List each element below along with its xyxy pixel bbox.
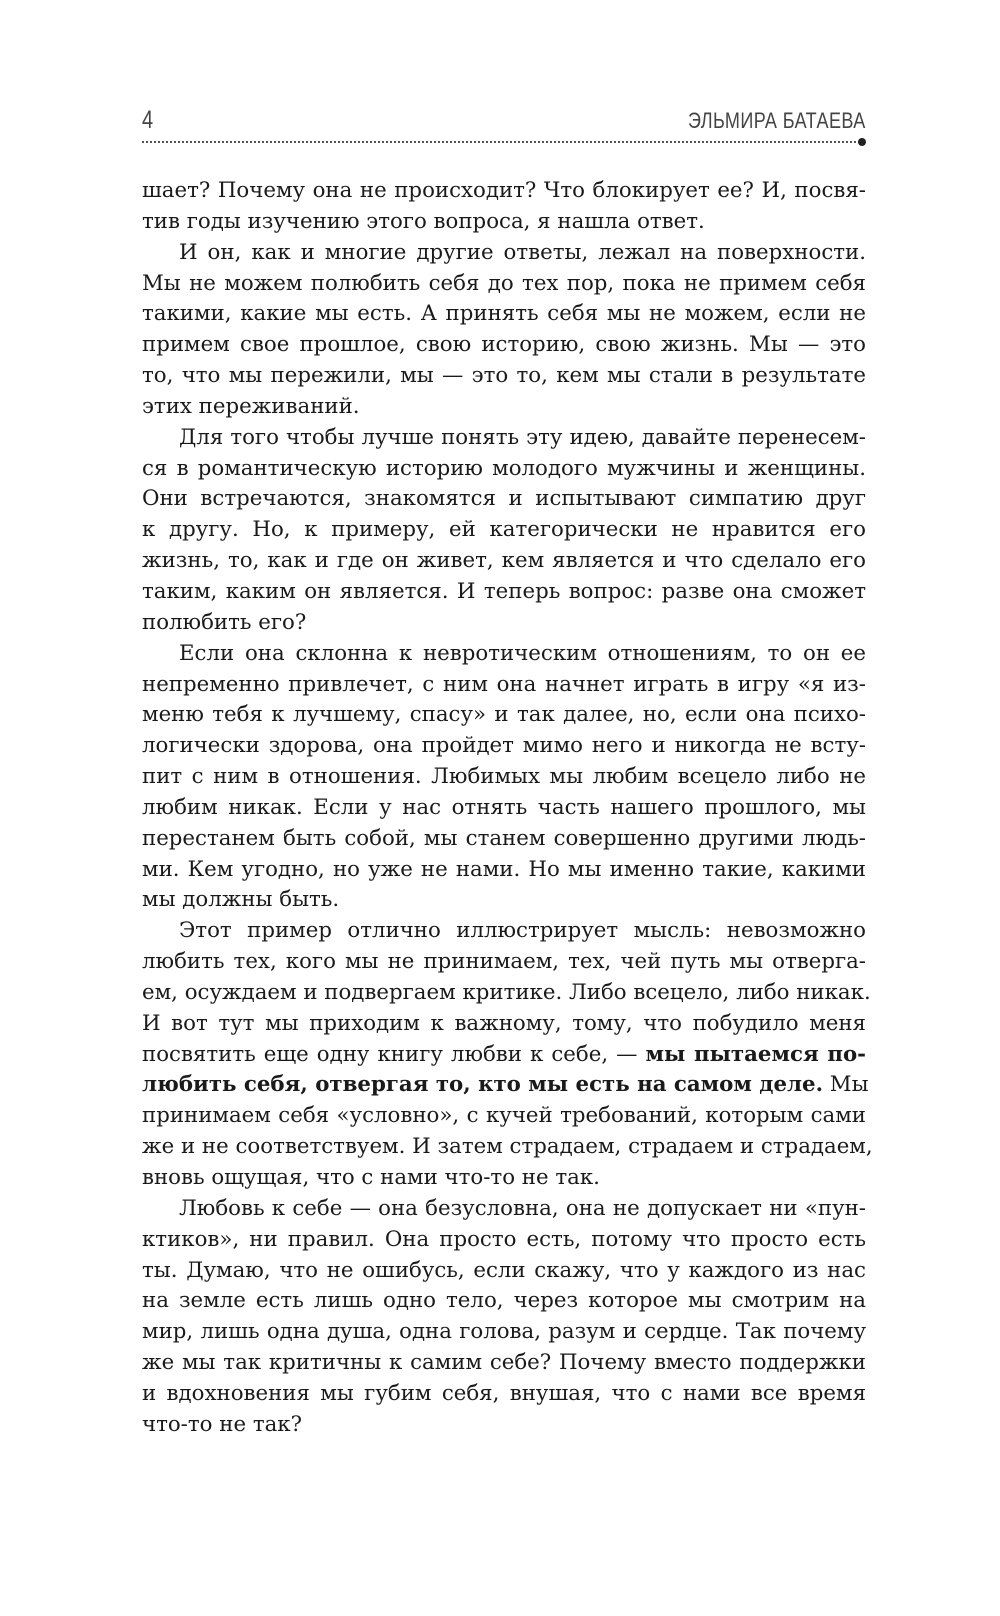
text-line bbox=[142, 824, 866, 855]
text-line bbox=[142, 608, 866, 639]
text-segment: жизнь, то, как и где он живет, кем является и что сделало его bbox=[142, 548, 866, 574]
text-segment: перестанем быть собой, мы станем совершенно другими людь- bbox=[142, 825, 866, 851]
text-line bbox=[142, 269, 866, 300]
text-line bbox=[142, 700, 866, 731]
divider-end-dot bbox=[858, 138, 866, 146]
body-text bbox=[142, 176, 873, 1441]
bold-text: любить себя, отвергая то, кто мы есть на самом деле. bbox=[142, 1072, 824, 1098]
text-line bbox=[142, 546, 866, 577]
text-segment: к другу. Но, к примеру, ей категорически не нравится его bbox=[142, 517, 866, 543]
text-segment: такими, какие мы есть. А принять себя мы не можем, если не bbox=[142, 301, 866, 327]
running-header bbox=[142, 106, 866, 136]
text-line bbox=[142, 423, 866, 454]
text-segment: вновь ощущая, что с нами что-то не так. bbox=[142, 1165, 600, 1190]
text-line bbox=[142, 885, 866, 916]
text-segment: примем свое прошлое, свою историю, свою жизнь. Мы — это bbox=[142, 332, 866, 358]
text-segment: посвятить еще одну книгу любви к себе, — bbox=[142, 1041, 646, 1067]
text-line bbox=[142, 1163, 866, 1194]
text-segment: И вот тут мы приходим к важному, тому, что побудило меня bbox=[142, 1010, 866, 1036]
text-segment: меню тебя к лучшему, спасу» и так далее, но, если она психо- bbox=[142, 702, 866, 728]
text-line bbox=[142, 1132, 873, 1163]
text-segment: пит с ним в отношения. Любимых мы любим всецело либо не bbox=[142, 764, 866, 790]
text-line bbox=[142, 1225, 866, 1256]
text-segment: же мы так критичны к самим себе? Почему вместо поддержки bbox=[142, 1350, 866, 1376]
text-segment: тив годы изучению этого вопроса, я нашла ответ. bbox=[142, 208, 705, 234]
text-segment: шает? Почему она не происходит? Что блокирует ее? И, посвя- bbox=[142, 178, 866, 203]
bold-text: мы пытаемся по- bbox=[645, 1041, 866, 1067]
text-segment: что-то не так? bbox=[142, 1411, 303, 1437]
text-line bbox=[142, 1317, 866, 1348]
text-segment: Любовь к себе — она безусловна, она не допускает ни «пун- bbox=[179, 1195, 866, 1221]
text-line bbox=[142, 207, 866, 238]
text-segment: на земле есть лишь одно тело, через которое мы смотрим на bbox=[142, 1288, 866, 1314]
text-segment: таким, каким он является. И теперь вопрос: разве она сможет bbox=[142, 578, 866, 604]
text-line bbox=[142, 731, 866, 762]
text-line bbox=[142, 454, 866, 485]
text-line bbox=[142, 670, 866, 701]
text-segment: Для того чтобы лучше понять эту идею, давайте перенесем- bbox=[179, 424, 866, 450]
dotted-divider bbox=[142, 141, 860, 143]
text-segment: принимаем себя «условно», с кучей требований, которым сами bbox=[142, 1103, 866, 1129]
text-line bbox=[142, 176, 866, 207]
text-segment: ся в романтическую историю молодого мужчины и женщины. bbox=[142, 455, 866, 481]
text-line bbox=[142, 484, 866, 515]
text-segment: Мы не можем полюбить себя до тех пор, пока не примем себя bbox=[142, 270, 866, 296]
text-segment: и вдохновения мы губим себя, внушая, что с нами все время bbox=[142, 1380, 866, 1406]
text-line bbox=[142, 855, 866, 886]
text-segment: И он, как и многие другие ответы, лежал на поверхности. bbox=[179, 239, 866, 265]
text-line bbox=[142, 1101, 866, 1132]
text-segment: то, что мы пережили, мы — это то, кем мы стали в результате bbox=[142, 363, 866, 389]
text-line bbox=[142, 577, 866, 608]
text-line bbox=[142, 1009, 866, 1040]
text-segment: ми. Кем угодно, но уже не нами. Но мы именно такие, какими bbox=[142, 856, 866, 882]
text-line bbox=[142, 1410, 866, 1441]
text-segment: же и не соответствуем. И затем страдаем, страдаем и страдаем, bbox=[142, 1134, 873, 1160]
text-line bbox=[142, 330, 866, 361]
text-segment: этих переживаний. bbox=[142, 393, 360, 419]
text-line bbox=[142, 392, 866, 423]
text-line bbox=[142, 978, 871, 1009]
text-segment: мы должны быть. bbox=[142, 887, 340, 913]
running-head-author: ЭЛЬМИРА БАТАЕВА bbox=[688, 108, 866, 133]
text-segment: Если она склонна к невротическим отношениям, то он ее bbox=[179, 640, 866, 666]
text-line bbox=[142, 299, 866, 330]
text-segment: полюбить его? bbox=[142, 609, 307, 635]
text-segment: логически здорова, она пройдет мимо него и никогда не всту- bbox=[142, 733, 866, 759]
text-line bbox=[142, 1040, 866, 1071]
text-segment: мир, лишь одна душа, одна голова, разум и сердце. Так почему bbox=[142, 1319, 866, 1345]
text-line bbox=[142, 762, 866, 793]
text-segment: ем, осуждаем и подвергаем критике. Либо всецело, либо никак. bbox=[142, 979, 871, 1005]
text-segment: Они встречаются, знакомятся и испытывают симпатию друг bbox=[142, 486, 866, 512]
text-segment: любить тех, кого мы не принимаем, тех, чей путь мы отверга- bbox=[142, 949, 866, 975]
text-line bbox=[142, 639, 866, 670]
text-line bbox=[142, 1286, 866, 1317]
text-line bbox=[142, 1379, 866, 1410]
text-line bbox=[142, 916, 866, 947]
text-line bbox=[142, 515, 866, 546]
text-segment: Мы bbox=[823, 1072, 869, 1098]
text-line bbox=[142, 793, 866, 824]
text-line bbox=[142, 1194, 866, 1225]
text-segment: Этот пример отлично иллюстрирует мысль: невозможно bbox=[179, 918, 866, 944]
text-line bbox=[142, 238, 866, 269]
text-line bbox=[142, 1256, 866, 1287]
text-line bbox=[142, 947, 866, 978]
text-segment: ктиков», ни правил. Она просто есть, потому что просто есть bbox=[142, 1226, 866, 1252]
text-segment: любим никак. Если у нас отнять часть нашего прошлого, мы bbox=[142, 794, 866, 820]
page-number: 4 bbox=[142, 106, 154, 134]
text-segment: ты. Думаю, что не ошибусь, если скажу, что у каждого из нас bbox=[142, 1257, 866, 1283]
text-segment: непременно привлечет, с ним она начнет играть в игру «я из- bbox=[142, 671, 866, 697]
text-line bbox=[142, 361, 866, 392]
text-line bbox=[142, 1348, 866, 1379]
text-line bbox=[142, 1070, 869, 1101]
